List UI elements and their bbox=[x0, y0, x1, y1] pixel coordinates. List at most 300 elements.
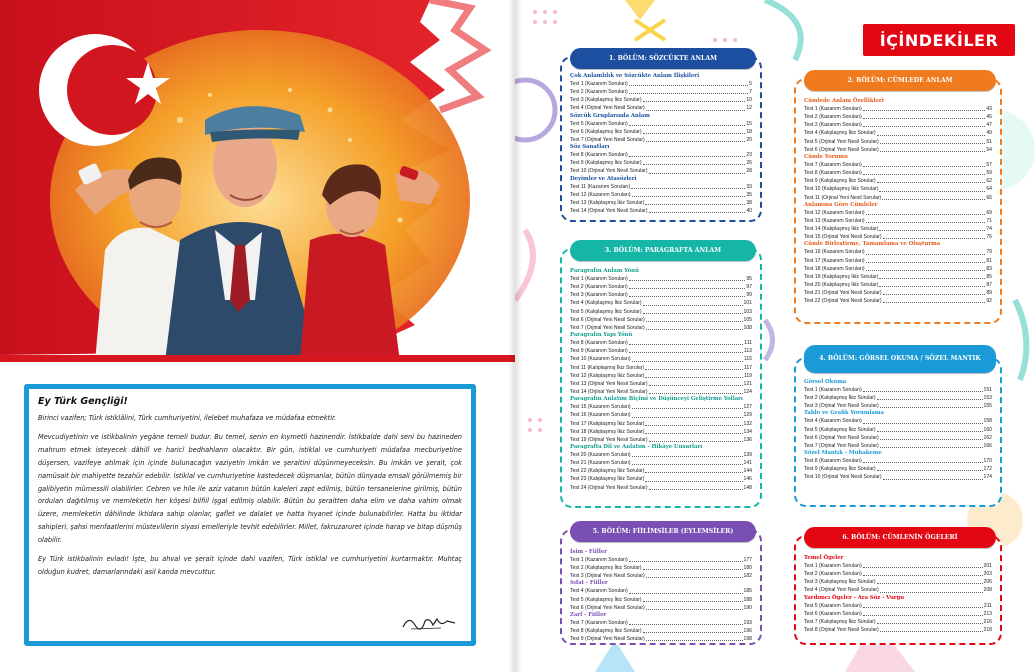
toc-entry[interactable] bbox=[570, 159, 752, 167]
toc-entry[interactable] bbox=[570, 619, 752, 627]
toc-group-title: Cümle Birleştirme, Tamamlama ve Oluşturma bbox=[804, 241, 941, 248]
toc-entry-label: Test 15 (Kazanım Soruları) bbox=[570, 404, 631, 411]
dot-leader bbox=[863, 417, 983, 423]
toc-entry[interactable] bbox=[570, 587, 752, 595]
toc-entry[interactable] bbox=[570, 339, 752, 347]
toc-entry-page: 121 bbox=[743, 380, 752, 387]
toc-entry-page: 158 bbox=[983, 418, 992, 425]
dot-leader bbox=[643, 159, 746, 165]
toc-entry[interactable] bbox=[804, 465, 992, 473]
dot-leader bbox=[863, 562, 983, 568]
toc-group-title: Sıfat - Fiiller bbox=[570, 580, 608, 587]
toc-entry-label: Test 2 (Kazanım Soruları) bbox=[570, 89, 628, 96]
dot-leader bbox=[645, 199, 745, 205]
dot-leader bbox=[880, 626, 983, 632]
toc-entry[interactable] bbox=[570, 428, 752, 436]
toc-entry-label: Test 22 (Kalıplaşmış İkiz Sorular) bbox=[570, 468, 645, 475]
section-5-box bbox=[560, 529, 762, 645]
toc-entry-page: 92 bbox=[986, 298, 992, 305]
dot-leader bbox=[646, 136, 746, 142]
toc-entry-label: Test 3 (Kazanım Soruları) bbox=[570, 292, 628, 299]
toc-entry-page: 211 bbox=[983, 602, 992, 609]
toc-entry[interactable] bbox=[804, 562, 992, 570]
toc-entry[interactable] bbox=[804, 209, 992, 217]
toc-entry[interactable] bbox=[570, 411, 752, 419]
toc-entry[interactable] bbox=[570, 403, 752, 411]
toc-entry-page: 40 bbox=[746, 208, 752, 215]
toc-entry-page: 18 bbox=[746, 128, 752, 135]
toc-entry-page: 108 bbox=[743, 324, 752, 331]
toc-entry[interactable] bbox=[570, 104, 752, 112]
toc-entry-page: 203 bbox=[983, 571, 992, 578]
toc-entry[interactable] bbox=[570, 635, 752, 643]
toc-entry-page: 15 bbox=[746, 120, 752, 127]
toc-entry[interactable] bbox=[570, 627, 752, 635]
toc-entry[interactable] bbox=[804, 610, 992, 618]
toc-entry-label: Test 3 (Kalıplaşmış İkiz Sorular) bbox=[570, 97, 642, 104]
dot-leader bbox=[880, 402, 983, 408]
toc-entry-page: 166 bbox=[983, 442, 992, 449]
toc-entry-label: Test 10 (Orjinal Yeni Nesil Sorular) bbox=[804, 474, 882, 481]
toc-entry-page: 174 bbox=[983, 474, 992, 481]
dot-leader bbox=[880, 434, 983, 440]
toc-entry-label: Test 16 (Kazanım Soruları) bbox=[570, 412, 631, 419]
toc-entry-page: 198 bbox=[743, 636, 752, 643]
toc-entry-page: 66 bbox=[986, 194, 992, 201]
toc-entry[interactable] bbox=[570, 572, 752, 580]
toc-entry-page: 57 bbox=[986, 161, 992, 168]
toc-entry-label: Test 15 (Orjinal Yeni Nesil Sorular) bbox=[804, 234, 882, 241]
dot-leader bbox=[643, 96, 746, 102]
toc-entry[interactable] bbox=[570, 484, 752, 492]
toc-entry-label: Test 23 (Kalıplaşmış İkiz Sorular) bbox=[570, 476, 645, 483]
toc-entry-page: 127 bbox=[743, 404, 752, 411]
toc-entry-page: 132 bbox=[743, 420, 752, 427]
toc-entry-label: Test 8 (Kalıplaşmış İkiz Sorular) bbox=[570, 628, 642, 635]
toc-entry-label: Test 14 (Kalıplaşmış İkiz Sorular) bbox=[804, 226, 879, 233]
dot-leader bbox=[645, 420, 742, 426]
toc-entry[interactable] bbox=[804, 586, 992, 594]
toc-entry-page: 79 bbox=[986, 249, 992, 256]
dot-leader bbox=[643, 627, 743, 633]
toc-entry-label: Test 21 (Kazanım Soruları) bbox=[570, 460, 631, 467]
dot-leader bbox=[632, 411, 743, 417]
toc-entry-page: 97 bbox=[746, 284, 752, 291]
toc-entry-page: 180 bbox=[743, 565, 752, 572]
toc-entry[interactable] bbox=[570, 380, 752, 388]
dot-leader bbox=[877, 177, 986, 183]
toc-entry[interactable] bbox=[804, 113, 992, 121]
toc-entry[interactable] bbox=[804, 273, 992, 281]
toc-entry[interactable] bbox=[570, 151, 752, 159]
toc-entry[interactable] bbox=[804, 570, 992, 578]
toc-entry-label: Test 1 (Kazanım Soruları) bbox=[570, 276, 628, 282]
dot-leader bbox=[645, 467, 742, 473]
toc-entry-label: Test 8 (Kazanım Soruları) bbox=[570, 340, 628, 347]
toc-entry-page: 71 bbox=[986, 217, 992, 224]
toc-title bbox=[863, 24, 1015, 56]
dot-leader bbox=[649, 167, 746, 173]
toc-entry[interactable] bbox=[804, 297, 992, 305]
toc-entry-page: 146 bbox=[743, 476, 752, 483]
toc-entry[interactable] bbox=[804, 602, 992, 610]
toc-entry-label: Test 13 (Orjinal Yeni Nesil Sorular) bbox=[570, 380, 648, 387]
dot-leader bbox=[880, 586, 983, 592]
toc-entry[interactable] bbox=[570, 451, 752, 459]
toc-entry[interactable] bbox=[804, 626, 992, 634]
toc-entry[interactable] bbox=[570, 183, 752, 191]
toc-entry[interactable] bbox=[804, 105, 992, 113]
toc-entry-page: 7 bbox=[749, 89, 752, 96]
toc-entry-label: Test 2 (Kalıplaşmış İkiz Sorular) bbox=[804, 395, 876, 402]
dot-leader bbox=[863, 121, 986, 127]
toc-entry-label: Test 3 (Orjinal Yeni Nesil Sorular) bbox=[804, 403, 879, 410]
toc-entry-label: Test 19 (Orjinal Yeni Nesil Sorular) bbox=[570, 436, 648, 443]
section-2-box bbox=[794, 78, 1002, 324]
toc-entry[interactable] bbox=[804, 426, 992, 434]
toc-entry-page: 208 bbox=[983, 587, 992, 594]
toc-entry-label: Test 5 (Orjinal Yeni Nesil Sorular) bbox=[804, 138, 879, 145]
dot-leader bbox=[866, 265, 986, 271]
dot-leader bbox=[632, 459, 743, 465]
toc-entry-label: Test 20 (Kalıplaşmış İkiz Sorular) bbox=[804, 281, 879, 288]
dot-leader bbox=[883, 233, 986, 239]
toc-entry-label: Test 9 (Kalıplaşmış İkiz Sorular) bbox=[570, 160, 642, 167]
toc-entry[interactable] bbox=[804, 618, 992, 626]
section-4-ribbon: 4. BÖLÜM: GÖRSEL OKUMA / SÖZEL MANTIK bbox=[804, 345, 996, 373]
toc-entry[interactable] bbox=[570, 564, 752, 572]
dot-leader bbox=[882, 194, 985, 200]
toc-entry-label: Test 19 (Kalıplaşmış İkiz Sorular) bbox=[804, 273, 879, 280]
toc-group-title: İsim - Fiiller bbox=[570, 549, 607, 555]
toc-entry-page: 20 bbox=[746, 136, 752, 143]
toc-entry-page: 141 bbox=[743, 460, 752, 467]
toc-entry-label: Test 4 (Kazanım Soruları) bbox=[570, 588, 628, 595]
toc-entry-page: 218 bbox=[983, 627, 992, 634]
toc-entry-label: Test 8 (Orjinal Yeni Nesil Sorular) bbox=[804, 627, 879, 634]
toc-entry-label: Test 9 (Kalıplaşmış İkiz Sorular) bbox=[804, 466, 876, 473]
dot-leader bbox=[632, 355, 743, 361]
toc-entry-page: 74 bbox=[986, 226, 992, 233]
toc-entry[interactable] bbox=[570, 120, 752, 128]
dot-leader bbox=[877, 618, 983, 624]
dot-leader bbox=[643, 596, 743, 602]
toc-entry-label: Test 3 (Kalıplaşmış İkiz Sorular) bbox=[804, 579, 876, 586]
toc-group-title: Sözcük Gruplarında Anlam bbox=[570, 112, 650, 119]
toc-entry[interactable] bbox=[804, 386, 992, 394]
toc-entry[interactable] bbox=[570, 136, 752, 144]
toc-entry-page: 47 bbox=[986, 122, 992, 129]
toc-entry-page: 113 bbox=[743, 348, 752, 355]
toc-entry-label: Test 4 (Kalıplaşmış İkiz Sorular) bbox=[804, 130, 876, 137]
toc-entry-page: 64 bbox=[986, 186, 992, 193]
toc-entry[interactable] bbox=[570, 167, 752, 175]
dot-leader bbox=[649, 484, 743, 490]
dot-leader bbox=[883, 297, 986, 303]
toc-entry-label: Test 7 (Orjinal Yeni Nesil Sorular) bbox=[570, 136, 645, 143]
dot-leader bbox=[632, 403, 743, 409]
section-2-ribbon: 2. BÖLÜM: CÜMLEDE ANLAM bbox=[804, 70, 996, 91]
dot-leader bbox=[863, 105, 986, 111]
dot-leader bbox=[645, 475, 742, 481]
toc-group-title: Paragrafın Anlam Yönü bbox=[570, 268, 639, 274]
dot-leader bbox=[646, 324, 743, 330]
toc-entry[interactable] bbox=[804, 265, 992, 273]
toc-entry-page: 216 bbox=[983, 618, 992, 625]
toc-entry[interactable] bbox=[804, 281, 992, 289]
toc-entry[interactable] bbox=[570, 436, 752, 444]
toc-entry-page: 155 bbox=[983, 403, 992, 410]
toc-entry-page: 51 bbox=[986, 138, 992, 145]
toc-entry-label: Test 12 (Kazanım Soruları) bbox=[570, 191, 631, 198]
toc-entry-page: 38 bbox=[746, 199, 752, 206]
toc-group-title: Cümle Yorumu bbox=[804, 153, 848, 160]
dot-leader bbox=[629, 151, 746, 157]
left-page bbox=[0, 0, 515, 672]
toc-entry[interactable] bbox=[804, 417, 992, 425]
toc-entry-label: Test 4 (Kalıplaşmış İkiz Sorular) bbox=[570, 300, 642, 307]
toc-entry-label: Test 5 (Kazanım Soruları) bbox=[570, 120, 628, 127]
toc-entry[interactable] bbox=[804, 442, 992, 450]
toc-entry-label: Test 18 (Kalıplaşmış İkiz Sorular) bbox=[570, 428, 645, 435]
toc-entry-label: Test 11 (Kazanım Soruları) bbox=[570, 183, 631, 190]
toc-group-title: Tablo ve Grafik Yorumlama bbox=[804, 410, 884, 417]
toc-entry-page: 151 bbox=[983, 387, 992, 393]
dot-leader bbox=[645, 372, 742, 378]
toc-entry[interactable] bbox=[570, 475, 752, 483]
dot-leader bbox=[629, 275, 746, 281]
toc-entry[interactable] bbox=[804, 161, 992, 169]
toc-entry[interactable] bbox=[804, 402, 992, 410]
toc-entry-label: Test 4 (Kazanım Soruları) bbox=[804, 418, 862, 425]
oath-title: Ey Türk Gençliği! bbox=[38, 396, 128, 407]
signature-icon bbox=[401, 611, 457, 633]
toc-entry[interactable] bbox=[570, 88, 752, 96]
toc-entry-page: 153 bbox=[983, 395, 992, 402]
toc-group-title: Görsel Okuma bbox=[804, 379, 847, 385]
toc-entry[interactable] bbox=[570, 467, 752, 475]
toc-entry-page: 193 bbox=[743, 619, 752, 626]
toc-entry[interactable] bbox=[570, 388, 752, 396]
dot-leader bbox=[883, 289, 986, 295]
toc-entry-label: Test 6 (Kalıplaşmış İkiz Sorular) bbox=[570, 128, 642, 135]
toc-entry[interactable] bbox=[570, 291, 752, 299]
toc-entry-label: Test 4 (Orjinal Yeni Nesil Sorular) bbox=[570, 105, 645, 112]
toc-entry[interactable] bbox=[570, 207, 752, 215]
oath-paragraph: Ey Türk istikbalinin evladı! İşte, bu ahval ve şerait içinde dahi vazifen, Türk istiklal ve cumhuriyetini kurtarmaktır. Muhtaç olduğun kudret, damarlarındaki asil kanda mevcuttur. bbox=[38, 555, 462, 576]
toc-entry[interactable] bbox=[804, 185, 992, 193]
toc-entry-label: Test 21 (Orjinal Yeni Nesil Sorular) bbox=[804, 290, 882, 297]
dot-leader bbox=[632, 451, 743, 457]
toc-entry[interactable] bbox=[804, 289, 992, 297]
dot-leader bbox=[863, 161, 986, 167]
toc-entry[interactable] bbox=[804, 473, 992, 481]
toc-entry-label: Test 1 (Kazanım Soruları) bbox=[804, 106, 862, 112]
dot-leader bbox=[883, 473, 983, 479]
toc-entry[interactable] bbox=[570, 199, 752, 207]
toc-entry[interactable] bbox=[804, 434, 992, 442]
toc-entry-label: Test 17 (Kazanım Soruları) bbox=[804, 257, 865, 264]
toc-group-title: Söz Sanatları bbox=[570, 144, 610, 151]
toc-entry-page: 101 bbox=[743, 300, 752, 307]
toc-entry-page: 177 bbox=[743, 557, 752, 563]
section-1-ribbon: 1. BÖLÜM: SÖZCÜKTE ANLAM bbox=[570, 48, 756, 69]
toc-entry[interactable] bbox=[570, 299, 752, 307]
toc-entry[interactable] bbox=[804, 121, 992, 129]
dot-leader bbox=[629, 587, 743, 593]
toc-entry[interactable] bbox=[804, 146, 992, 154]
toc-entry-page: 190 bbox=[743, 604, 752, 611]
dot-leader bbox=[632, 191, 746, 197]
toc-entry-label: Test 5 (Kazanım Soruları) bbox=[804, 602, 862, 609]
toc-entry-label: Test 2 (Kazanım Soruları) bbox=[570, 284, 628, 291]
dot-leader bbox=[645, 364, 743, 370]
red-divider bbox=[0, 355, 515, 362]
toc-entry[interactable] bbox=[570, 459, 752, 467]
toc-entry-label: Test 1 (Kazanım Soruları) bbox=[570, 557, 628, 563]
toc-entry[interactable] bbox=[570, 364, 752, 372]
dot-leader bbox=[863, 602, 983, 608]
toc-entry-label: Test 6 (Orjinal Yeni Nesil Sorular) bbox=[570, 316, 645, 323]
dot-leader bbox=[629, 88, 748, 94]
toc-entry[interactable] bbox=[570, 355, 752, 363]
section-6-ribbon: 6. BÖLÜM: CÜMLENİN ÖGELERİ bbox=[804, 527, 996, 548]
toc-entry[interactable] bbox=[570, 604, 752, 612]
toc-entry[interactable] bbox=[570, 596, 752, 604]
toc-entry-page: 124 bbox=[743, 389, 752, 396]
toc-entry[interactable] bbox=[570, 556, 752, 564]
dot-leader bbox=[880, 146, 986, 152]
toc-entry[interactable] bbox=[570, 275, 752, 283]
toc-entry-page: 83 bbox=[986, 265, 992, 272]
toc-group-title: Çok Anlamlılık ve Sözcükte Anlam İlişkileri bbox=[570, 73, 700, 79]
toc-entry[interactable] bbox=[570, 372, 752, 380]
toc-group-title: Temel Ögeler bbox=[804, 555, 844, 561]
toc-entry-label: Test 7 (Kalıplaşmış İkiz Sorular) bbox=[804, 618, 876, 625]
toc-entry-page: 28 bbox=[746, 168, 752, 175]
toc-entry[interactable] bbox=[570, 80, 752, 88]
toc-entry-page: 119 bbox=[743, 372, 752, 379]
dot-leader bbox=[880, 138, 986, 144]
toc-title-text: İÇİNDEKİLER bbox=[879, 30, 999, 50]
toc-entry-label: Test 8 (Kazanım Soruları) bbox=[570, 152, 628, 159]
toc-entry[interactable] bbox=[570, 96, 752, 104]
toc-entry[interactable] bbox=[570, 308, 752, 316]
toc-entry-label: Test 20 (Kazanım Soruları) bbox=[570, 451, 631, 458]
dot-leader bbox=[629, 291, 746, 297]
toc-entry-page: 99 bbox=[746, 292, 752, 299]
dot-leader bbox=[649, 207, 746, 213]
dot-leader bbox=[879, 273, 985, 279]
toc-entry-label: Test 13 (Kazanım Soruları) bbox=[804, 217, 865, 224]
toc-group-title: Yardımcı Ögeler - Ara Söz - Vurgu bbox=[804, 594, 905, 601]
dot-leader bbox=[649, 380, 743, 386]
dot-leader bbox=[877, 129, 986, 135]
toc-entry[interactable] bbox=[570, 347, 752, 355]
dot-leader bbox=[645, 428, 742, 434]
dot-leader bbox=[863, 610, 983, 616]
dot-leader bbox=[629, 283, 746, 289]
dot-leader bbox=[866, 248, 986, 254]
toc-entry-page: 129 bbox=[743, 412, 752, 419]
toc-entry-page: 43 bbox=[986, 106, 992, 112]
toc-entry-label: Test 4 (Orjinal Yeni Nesil Sorular) bbox=[804, 587, 879, 594]
dot-leader bbox=[879, 185, 985, 191]
toc-entry-label: Test 18 (Kazanım Soruları) bbox=[804, 265, 865, 272]
dot-leader bbox=[629, 619, 743, 625]
toc-entry-page: 196 bbox=[743, 628, 752, 635]
toc-entry-label: Test 9 (Orjinal Yeni Nesil Sorular) bbox=[570, 636, 645, 643]
toc-entry-label: Test 10 (Orjinal Yeni Nesil Sorular) bbox=[570, 168, 648, 175]
toc-entry-label: Test 1 (Kazanım Soruları) bbox=[804, 563, 862, 569]
dot-leader bbox=[643, 308, 743, 314]
toc-entry-page: 76 bbox=[986, 234, 992, 241]
toc-entry-label: Test 14 (Orjinal Yeni Nesil Sorular) bbox=[570, 389, 648, 396]
toc-entry-label: Test 2 (Kazanım Soruları) bbox=[804, 571, 862, 578]
toc-entry[interactable] bbox=[570, 128, 752, 136]
toc-entry-page: 81 bbox=[986, 257, 992, 264]
toc-entry[interactable] bbox=[804, 129, 992, 137]
dot-leader bbox=[629, 339, 744, 345]
toc-entry[interactable] bbox=[570, 420, 752, 428]
toc-entry-label: Test 6 (Orjinal Yeni Nesil Sorular) bbox=[804, 146, 879, 153]
toc-entry-page: 62 bbox=[986, 178, 992, 185]
toc-entry-label: Test 6 (Orjinal Yeni Nesil Sorular) bbox=[570, 604, 645, 611]
dot-leader bbox=[863, 386, 983, 392]
toc-entry[interactable] bbox=[570, 283, 752, 291]
toc-entry[interactable] bbox=[804, 138, 992, 146]
toc-entry-label: Test 5 (Kalıplaşmış İkiz Sorular) bbox=[804, 426, 876, 433]
toc-group-title: Deyimler ve Atasözleri bbox=[570, 175, 637, 182]
toc-entry-page: 162 bbox=[983, 434, 992, 441]
toc-entry[interactable] bbox=[804, 177, 992, 185]
toc-entry-label: Test 5 (Kalıplaşmış İkiz Sorular) bbox=[570, 308, 642, 315]
toc-entry[interactable] bbox=[804, 457, 992, 465]
toc-entry[interactable] bbox=[804, 217, 992, 225]
dot-leader bbox=[863, 169, 986, 175]
toc-group-title: Sözel Mantık - Muhakeme bbox=[804, 450, 882, 457]
toc-entry[interactable] bbox=[570, 191, 752, 199]
toc-entry-label: Test 8 (Kazanım Soruları) bbox=[804, 170, 862, 177]
toc-entry-page: 45 bbox=[986, 114, 992, 121]
toc-entry[interactable] bbox=[570, 316, 752, 324]
section-5-ribbon: 5. BÖLÜM: FİİLİMSİLER (EYLEMSİLER) bbox=[570, 521, 756, 542]
toc-entry[interactable] bbox=[804, 257, 992, 265]
toc-entry[interactable] bbox=[804, 578, 992, 586]
dot-leader bbox=[646, 635, 743, 641]
dot-leader bbox=[629, 120, 746, 126]
toc-entry[interactable] bbox=[804, 225, 992, 233]
dot-leader bbox=[643, 564, 743, 570]
toc-entry[interactable] bbox=[804, 194, 992, 202]
page-gutter bbox=[508, 0, 522, 672]
toc-entry-label: Test 16 (Kazanım Soruları) bbox=[804, 249, 865, 256]
toc-entry-page: 134 bbox=[743, 428, 752, 435]
toc-entry-page: 213 bbox=[983, 610, 992, 617]
toc-entry[interactable] bbox=[804, 248, 992, 256]
section-3-ribbon: 3. BÖLÜM: PARAGRAFTA ANLAM bbox=[570, 240, 756, 261]
toc-entry-page: 160 bbox=[983, 426, 992, 433]
dot-leader bbox=[629, 80, 748, 86]
toc-entry-page: 23 bbox=[746, 152, 752, 159]
dot-leader bbox=[863, 570, 983, 576]
toc-entry[interactable] bbox=[570, 324, 752, 332]
toc-entry[interactable] bbox=[804, 394, 992, 402]
toc-entry-label: Test 3 (Orjinal Yeni Nesil Sorular) bbox=[570, 573, 645, 580]
toc-entry-page: 54 bbox=[986, 146, 992, 153]
section-1-box bbox=[560, 56, 762, 222]
toc-entry[interactable] bbox=[804, 169, 992, 177]
